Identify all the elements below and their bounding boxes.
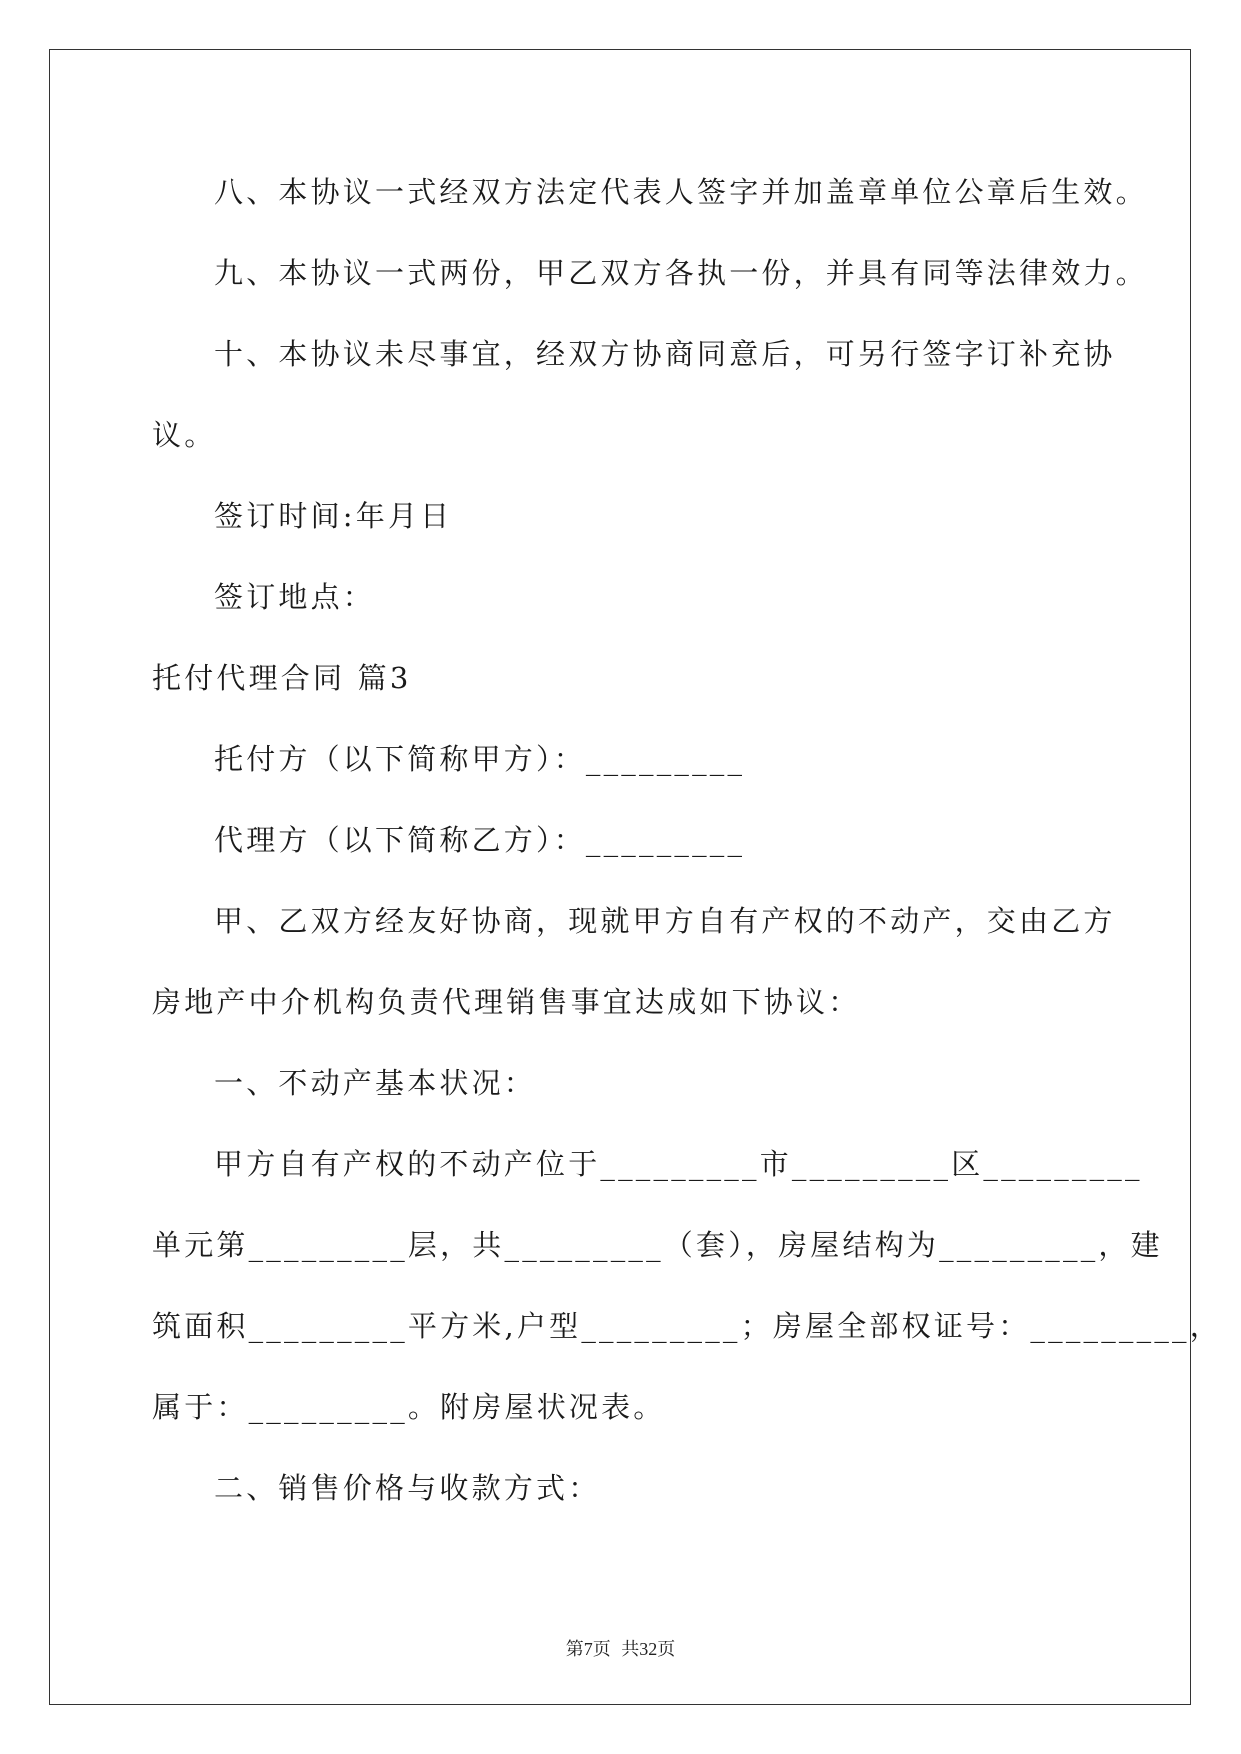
party-a: 托付方（以下简称甲方）：_________ — [214, 742, 746, 776]
paragraph-clause-9: 九、本协议一式两份，甲乙双方各执一份，并具有同等法律效力。 — [214, 256, 1148, 290]
page-border — [49, 49, 1191, 1705]
property-area: 筑面积_________平方米,户型_________；房屋全部权证号：_________， — [152, 1309, 1222, 1343]
preamble: 甲、乙双方经友好协商，现就甲方自有产权的不动产，交由乙方 — [214, 904, 1116, 938]
property-owner: 属于：_________。附房屋状况表。 — [152, 1390, 666, 1424]
paragraph-clause-10: 十、本协议未尽事宜，经双方协商同意后，可另行签字订补充协 — [214, 337, 1116, 371]
page-number: 第7页 — [565, 1639, 611, 1659]
page-footer — [0, 1635, 1241, 1661]
signing-date: 签订时间:年月日 — [214, 499, 453, 533]
property-location: 甲方自有产权的不动产位于_________市_________区_________ — [214, 1147, 1143, 1181]
heading-price-payment: 二、销售价格与收款方式： — [214, 1471, 601, 1505]
signing-place: 签订地点： — [214, 580, 376, 614]
page-total: 共32页 — [621, 1639, 676, 1659]
section-title: 托付代理合同 篇3 — [152, 661, 412, 695]
property-unit: 单元第_________层，共_________（套），房屋结构为_________，建 — [152, 1228, 1163, 1262]
heading-property-status: 一、不动产基本状况： — [214, 1066, 537, 1100]
paragraph-clause-10-cont: 议。 — [152, 418, 217, 452]
paragraph-clause-8: 八、本协议一式经双方法定代表人签字并加盖章单位公章后生效。 — [214, 175, 1148, 209]
party-b: 代理方（以下简称乙方）：_________ — [214, 823, 746, 857]
preamble-cont: 房地产中介机构负责代理销售事宜达成如下协议： — [152, 985, 861, 1019]
